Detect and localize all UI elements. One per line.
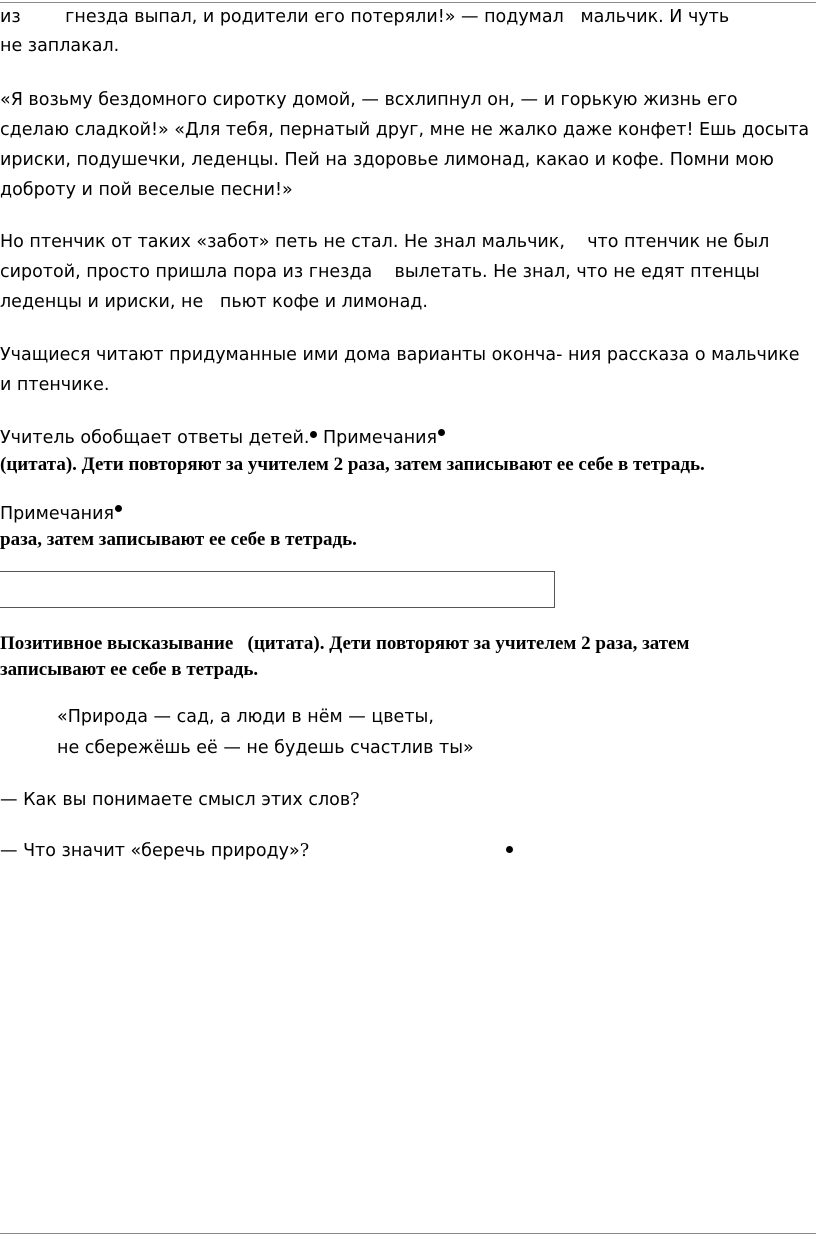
paragraph3-line3: леденцы и ириски, не пьют кофе и лимонад. [0, 292, 428, 312]
empty-text-box [0, 571, 555, 608]
question2-mark: ? [299, 841, 310, 861]
citation-line: (цитата). Дети повторяют за учителем 2 раза, затем записывают ее себе в тетрадь. [0, 454, 705, 475]
paragraph3-line1: Но птенчик от таких «забот» петь не стал. Не знал мальчик, что птенчик не был [0, 232, 770, 252]
question1-text: — Как вы понимаете смысл этих слов [0, 790, 351, 810]
paragraph3-line2: сиротой, просто пришла пора из гнезда вылетать. Не знал, что не едят птенцы [0, 262, 760, 282]
question2 [0, 836, 309, 866]
notes-repeat-label: Примечания [0, 504, 115, 524]
notes-repeat-bold-line: раза, затем записывают ее себе в тетрадь. [0, 529, 357, 550]
teacher-summary-text: Учитель обобщает ответы детей. [0, 428, 310, 448]
bottom-rule [0, 1233, 816, 1234]
question1-mark: ? [350, 790, 360, 810]
paragraph1-line1: из гнезда выпал, и родители его потеряли!» — подумал мальчик. И чуть [0, 7, 730, 27]
notes-label: Примечания [317, 428, 438, 448]
positive-line2: записывают ее себе в тетрадь. [0, 659, 259, 680]
paragraph2-line2: сделаю сладкой!» «Для тебя, пернатый друг, мне не жалко даже конфет! Ешь досыта [0, 120, 810, 140]
bullet-icon [438, 429, 445, 436]
paragraph2-line3: ириски, подушечки, леденцы. Пей на здоровье лимонад, какао и кофе. Помни мою [0, 150, 774, 170]
teacher-summary-line [0, 423, 445, 453]
poem-line1: «Природа — сад, а люди в нём — цветы, [57, 707, 434, 727]
notes-repeat-line [0, 499, 122, 529]
paragraph1-line2: не заплакал. [0, 36, 120, 56]
paragraph2-line4: доброту и пой веселые песни!» [0, 180, 293, 200]
question2-text: — Что значит «беречь природу» [0, 841, 300, 861]
paragraph2-line1: «Я возьму бездомного сиротку домой, — всхлипнул он, — и горькую жизнь его [0, 90, 738, 110]
paragraph4-line1: Учащиеся читают придуманные ими дома варианты оконча- ния рассказа о мальчике [0, 345, 800, 365]
poem-line2: не сбережёшь её — не будешь счастлив ты» [57, 738, 474, 758]
bullet-icon [506, 846, 513, 853]
positive-line1: Позитивное высказывание (цитата). Дети повторяют за учителем 2 раза, затем [0, 633, 690, 654]
question1 [0, 785, 360, 815]
paragraph4-line2: и птенчике. [0, 375, 110, 395]
bullet-icon [115, 505, 122, 512]
